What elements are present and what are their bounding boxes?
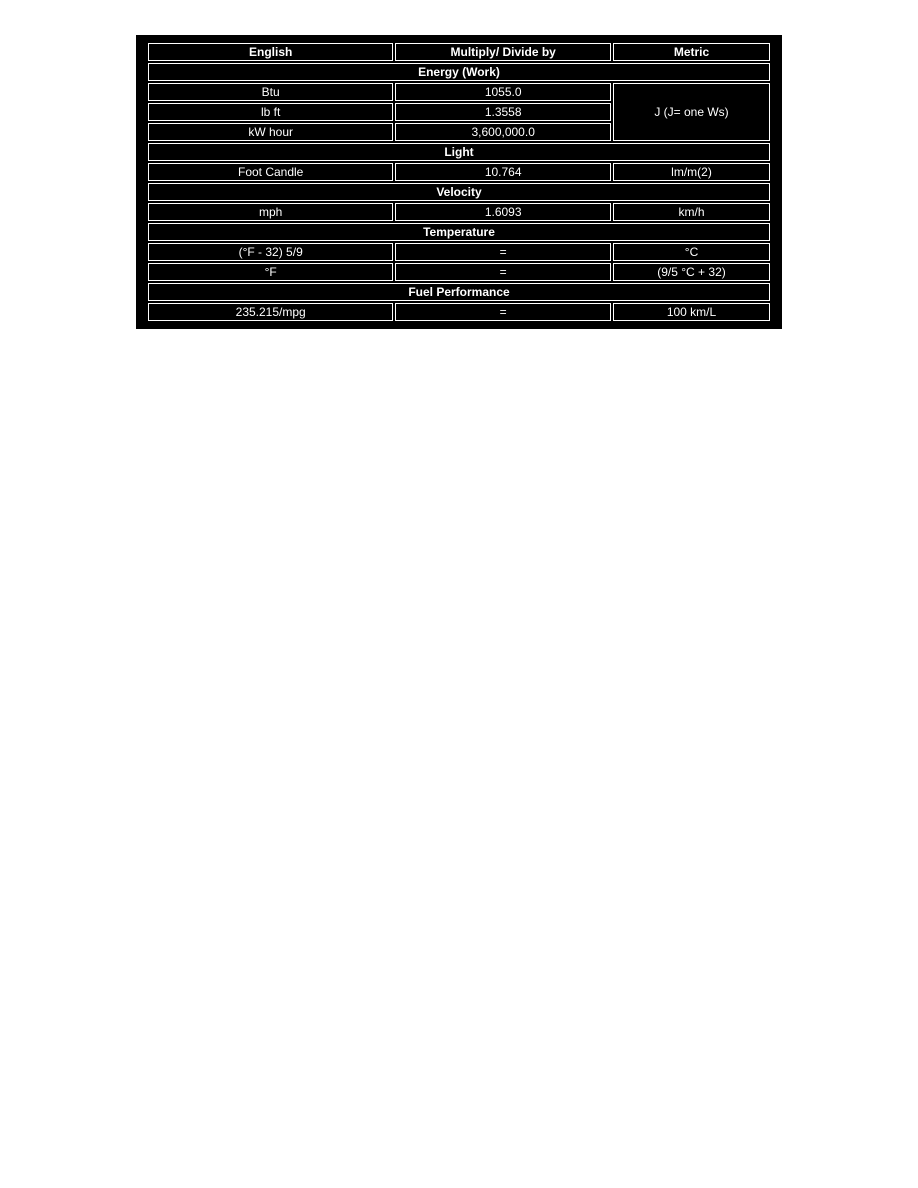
english-cell: Btu <box>148 83 393 101</box>
section-label-cell: Fuel Performance <box>148 283 770 301</box>
metric-cell: km/h <box>613 203 770 221</box>
english-cell: kW hour <box>148 123 393 141</box>
column-header-factor: Multiply/ Divide by <box>395 43 611 61</box>
metric-cell: J (J= one Ws) <box>613 83 770 141</box>
english-cell: °F <box>148 263 393 281</box>
header-row <box>148 43 770 61</box>
metric-cell: (9/5 °C + 32) <box>613 263 770 281</box>
section-label-cell: Energy (Work) <box>148 63 770 81</box>
english-cell: Foot Candle <box>148 163 393 181</box>
data-row <box>148 163 770 181</box>
section-row <box>148 223 770 241</box>
section-row <box>148 183 770 201</box>
section-row <box>148 143 770 161</box>
factor-cell: 10.764 <box>395 163 611 181</box>
data-row <box>148 83 770 101</box>
metric-cell: °C <box>613 243 770 261</box>
factor-cell: = <box>395 263 611 281</box>
factor-cell: = <box>395 303 611 321</box>
english-cell: (°F - 32) 5/9 <box>148 243 393 261</box>
factor-cell: 1.3558 <box>395 103 611 121</box>
table-body <box>148 63 770 321</box>
english-cell: lb ft <box>148 103 393 121</box>
section-row <box>148 283 770 301</box>
english-cell: mph <box>148 203 393 221</box>
data-row <box>148 303 770 321</box>
factor-cell: 1.6093 <box>395 203 611 221</box>
conversion-table-frame <box>136 35 782 329</box>
metric-cell: lm/m(2) <box>613 163 770 181</box>
english-cell: 235.215/mpg <box>148 303 393 321</box>
unit-conversion-table <box>146 41 772 323</box>
data-row <box>148 263 770 281</box>
section-label-cell: Temperature <box>148 223 770 241</box>
section-label-cell: Velocity <box>148 183 770 201</box>
section-row <box>148 63 770 81</box>
column-header-metric: Metric <box>613 43 770 61</box>
factor-cell: 1055.0 <box>395 83 611 101</box>
column-header-english: English <box>148 43 393 61</box>
data-row <box>148 243 770 261</box>
metric-cell: 100 km/L <box>613 303 770 321</box>
data-row <box>148 203 770 221</box>
table-header <box>148 43 770 61</box>
factor-cell: = <box>395 243 611 261</box>
factor-cell: 3,600,000.0 <box>395 123 611 141</box>
section-label-cell: Light <box>148 143 770 161</box>
